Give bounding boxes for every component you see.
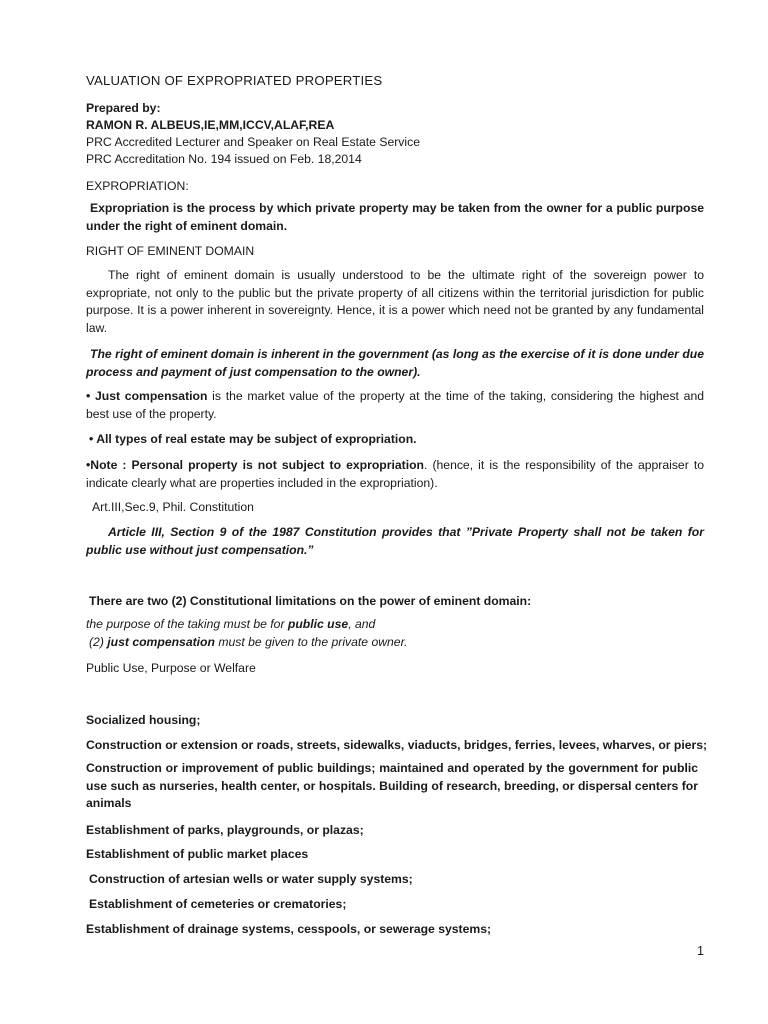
eminent-domain-heading: RIGHT OF EMINENT DOMAIN xyxy=(86,244,255,258)
use-item: Construction or improvement of public buildings; maintained and operated by the government for public use such as nurseries, health center, or hospitals. Building of research, breeding, or dispersal centers for animals xyxy=(86,761,698,810)
just-compensation-bullet xyxy=(86,388,704,423)
note-lead: •Note : Personal property is not subject to expropriation xyxy=(86,458,424,472)
limitation-2-term: just compensation xyxy=(107,635,215,649)
note-text: . (hence, it is the responsibility of the appraiser to indicate clearly what are properties included in the expropriation). xyxy=(86,458,704,490)
prepared-by-label: Prepared by: xyxy=(86,101,161,115)
author-accreditation: PRC Accreditation No. 194 issued on Feb. 18,2014 xyxy=(86,152,362,166)
author-role: PRC Accredited Lecturer and Speaker on Real Estate Service xyxy=(86,135,420,149)
limitation-1-term: public use xyxy=(287,617,349,631)
use-item: Establishment of cemeteries or crematories; xyxy=(89,897,347,911)
article-quote: Article III, Section 9 of the 1987 Constitution provides that ”Private Property shall not be taken for public use without just compensation.” xyxy=(86,525,704,557)
real-estate-types-bullet: • All types of real estate may be subject of expropriation. xyxy=(89,432,417,446)
note-bullet xyxy=(86,457,704,492)
use-item: Establishment of parks, playgrounds, or plazas; xyxy=(86,823,364,837)
limitation-2-prefix: (2) xyxy=(89,635,108,649)
limitation-2-suffix: must be given to the private owner. xyxy=(214,635,408,649)
use-item: Establishment of public market places xyxy=(86,847,309,861)
limitation-public-use xyxy=(86,616,706,634)
limitations-heading: There are two (2) Constitutional limitations on the power of eminent domain: xyxy=(89,594,532,608)
limitation-1-prefix: the purpose of the taking must be for xyxy=(86,617,288,631)
just-compensation-text: is the market value of the property at the time of the taking, considering the highest and best use of the property. xyxy=(86,389,705,421)
limitation-just-compensation xyxy=(89,634,709,652)
page-number: 1 xyxy=(697,944,704,958)
public-use-heading: Public Use, Purpose or Welfare xyxy=(86,661,256,675)
article-reference: Art.III,Sec.9, Phil. Constitution xyxy=(92,500,254,514)
document-title: VALUATION OF EXPROPRIATED PROPERTIES xyxy=(86,73,383,88)
use-item: Establishment of drainage systems, cesspools, or sewerage systems; xyxy=(86,922,492,936)
just-compensation-term: • Just compensation xyxy=(86,389,208,403)
limitation-1-suffix: , and xyxy=(348,617,376,631)
use-item: Socialized housing; xyxy=(86,713,201,727)
use-item: Construction of artesian wells or water supply systems; xyxy=(89,872,413,886)
author-name: RAMON R. ALBEUS,IE,MM,ICCV,ALAF,REA xyxy=(86,118,335,132)
use-item: Construction or extension or roads, streets, sidewalks, viaducts, bridges, ferries, levees, wharves, or piers; xyxy=(86,738,708,752)
eminent-domain-paragraph: The right of eminent domain is usually understood to be the ultimate right of the sovereign power to expropriate, not only to the public but the private property of all citizens within the territorial jurisdiction for public purpose. It is a power inherent in sovereignty. Hence, it is a power which need not be granted by any fundamental law. xyxy=(86,268,704,335)
inherent-right-paragraph: The right of eminent domain is inherent in the government (as long as the exercise of it is done under due process and payment of just compensation to the owner). xyxy=(86,347,704,379)
expropriation-definition: Expropriation is the process by which private property may be taken from the owner for a public purpose under the right of eminent domain. xyxy=(86,201,704,233)
expropriation-heading: EXPROPRIATION: xyxy=(86,179,189,193)
